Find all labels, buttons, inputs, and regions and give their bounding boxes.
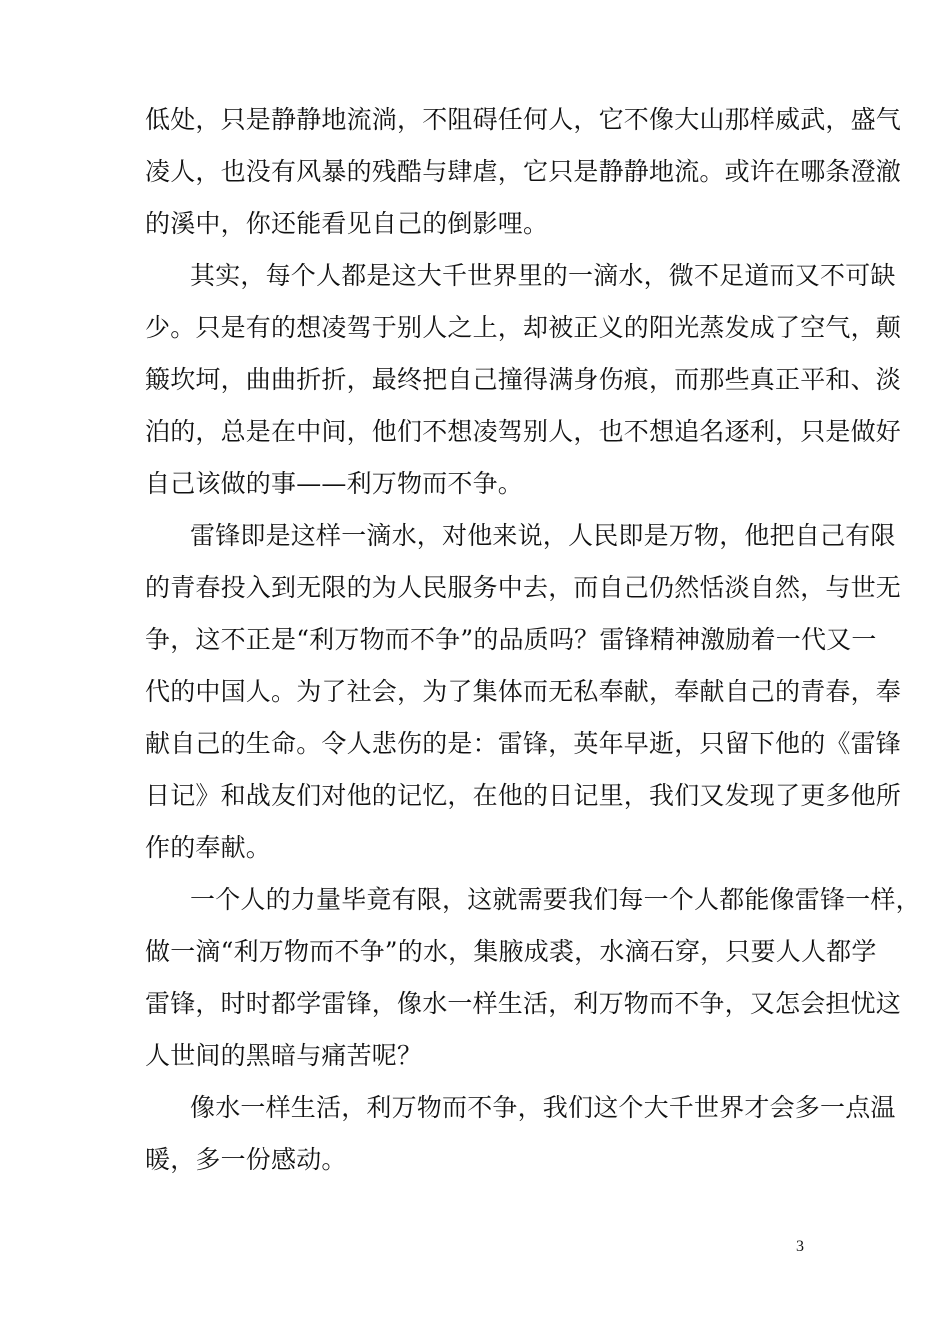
paragraph-line: 的青春投入到无限的为人民服务中去，而自己仍然恬淡自然，与世无 [145,573,902,602]
page-number: 3 [796,1238,804,1255]
paragraph-first-line: 像水一样生活，利万物而不争，我们这个大千世界才会多一点温 [190,1093,896,1122]
paragraph-line: 做一滴“利万物而不争”的水，集腋成裘，水滴石穿，只要人人都学 [145,937,877,966]
paragraph-line: 日记》和战友们对他的记忆，在他的日记里，我们又发现了更多他所 [145,781,902,810]
paragraph-line: 簸坎坷，曲曲折折，最终把自己撞得满身伤痕，而那些真正平和、淡 [145,365,902,394]
paragraph-line: 作的奉献。 [145,833,272,862]
paragraph-first-line: 雷锋即是这样一滴水，对他来说，人民即是万物，他把自己有限 [190,521,896,550]
paragraph-line: 的溪中，你还能看见自己的倒影哩。 [145,209,549,238]
paragraph-line: 暖，多一份感动。 [145,1145,347,1174]
paragraph-line: 泊的，总是在中间，他们不想凌驾别人，也不想追名逐利，只是做好 [145,417,902,446]
paragraph-line: 争，这不正是“利万物而不争”的品质吗？雷锋精神激励着一代又一 [145,625,877,654]
paragraph-first-line: 其实，每个人都是这大千世界里的一滴水，微不足道而又不可缺 [190,261,896,290]
paragraph-line: 雷锋，时时都学雷锋，像水一样生活，利万物而不争，又怎会担忧这 [145,989,902,1018]
paragraph-line: 凌人，也没有风暴的残酷与肆虐，它只是静静地流。或许在哪条澄澈 [145,157,902,186]
paragraph-line: 低处，只是静静地流淌，不阻碍任何人，它不像大山那样威武，盛气 [145,105,902,134]
paragraph-line: 献自己的生命。令人悲伤的是：雷锋，英年早逝，只留下他的《雷锋 [145,729,902,758]
paragraph-line: 代的中国人。为了社会，为了集体而无私奉献，奉献自己的青春，奉 [145,677,902,706]
paragraph-line: 自己该做的事——利万物而不争。 [145,469,524,498]
paragraph-first-line: 一个人的力量毕竟有限，这就需要我们每一个人都能像雷锋一样， [190,885,921,914]
paragraph-line: 人世间的黑暗与痛苦呢？ [145,1041,423,1070]
paragraph-line: 少。只是有的想凌驾于别人之上，却被正义的阳光蒸发成了空气，颠 [145,313,902,342]
